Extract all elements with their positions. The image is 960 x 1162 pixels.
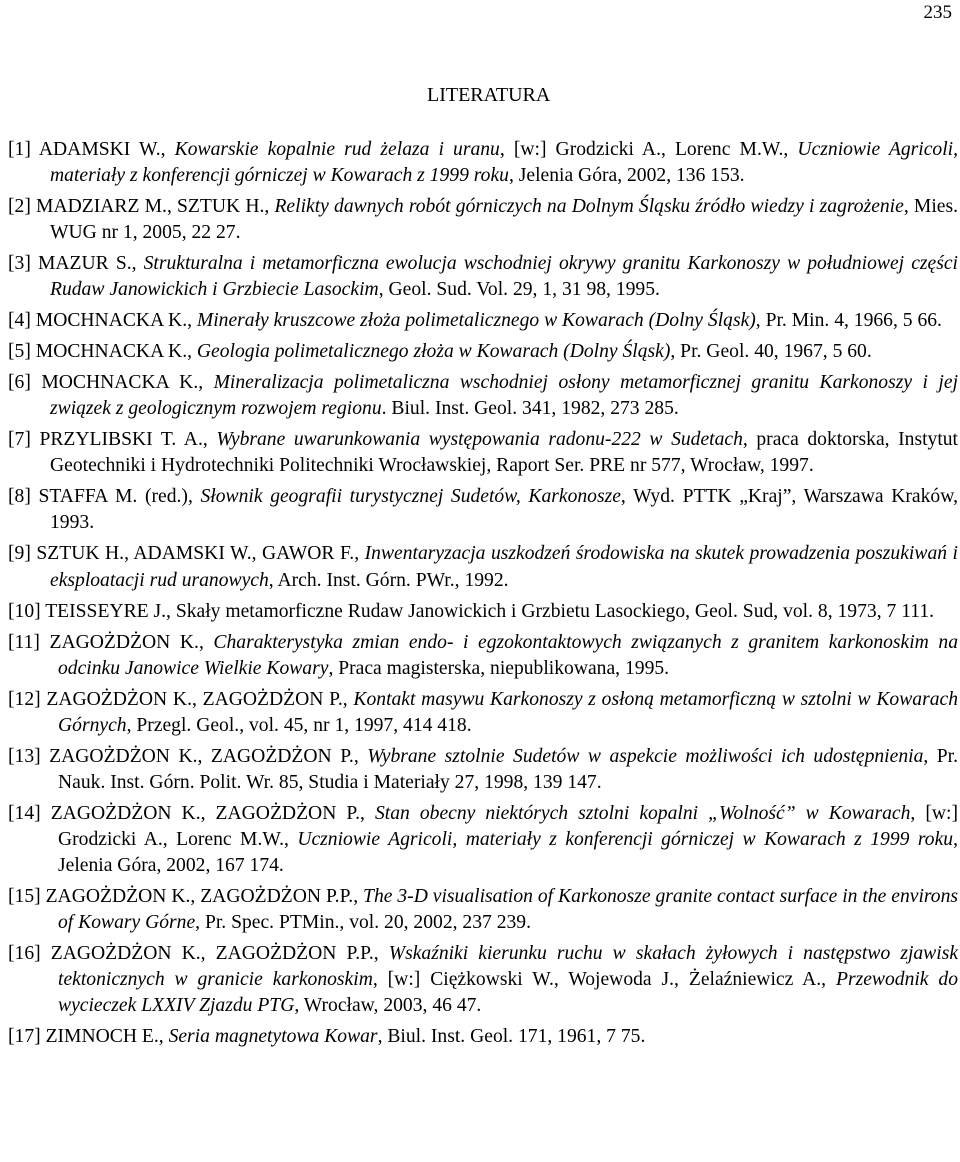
- reference-authors: SZTUK H., ADAMSKI W., GAWOR F.: [36, 543, 355, 565]
- reference-authors: MOCHNACKA K.: [35, 341, 188, 363]
- reference-number: [5]: [8, 341, 31, 363]
- reference-item: [5] MOCHNACKA K., Geologia polimetalicznego złoża w Kowarach (Dolny Śląsk), Pr. Geol. 40, 1967, 5 60.: [8, 341, 872, 363]
- reference-details: Skały metamorficzne Rudaw Janowickich i Grzbietu Lasockiego, Geol. Sud, vol. 8, 1973, 7 111.: [175, 600, 935, 622]
- reference-title: Mineralizacja polimetaliczna wschodniej osłony metamorficznej granitu Karkonoszy i jej związek z geologicznym rozwojem regionu: [50, 372, 959, 420]
- reference-item: [2] MADZIARZ M., SZTUK H., Relikty dawnych robót górniczych na Dolnym Śląsku źródło wiedzy i zagrożenie, Mies. WUG nr 1, 2005, 22 27.: [8, 196, 958, 244]
- reference-title: Słownik geografii turystycznej Sudetów, Karkonosze: [200, 486, 621, 508]
- reference-title: Wybrane sztolnie Sudetów w aspekcie możliwości ich udostępnienia: [367, 745, 924, 767]
- reference-details: , Przegl. Geol., vol. 45, nr 1, 1997, 414 418.: [126, 714, 472, 736]
- reference-authors: ZAGOŻDŻON K., ZAGOŻDŻON P.: [50, 802, 361, 824]
- reference-item: [3] MAZUR S., Strukturalna i metamorficzna ewolucja wschodniej okrywy granitu Karkonoszy w południowej części Rudaw Janowickich i Grzbiecie Lasockim, Geol. Sud. Vol. 29, 1, 31 98, 1995.: [8, 253, 958, 301]
- reference-authors: ZAGOŻDŻON K., ZAGOŻDŻON P.P.: [45, 885, 354, 907]
- reference-item: [6] MOCHNACKA K., Mineralizacja polimetaliczna wschodniej osłony metamorficznej granitu Karkonoszy i jej związek z geologicznym rozwojem regionu. Biul. Inst. Geol. 341, 1982, 273 285.: [8, 372, 959, 420]
- reference-item: [15] ZAGOŻDŻON K., ZAGOŻDŻON P.P., The 3-D visualisation of Karkonosze granite contact surface in the environs of Kowary Górne, Pr. Spec. PTMin., vol. 20, 2002, 237 239.: [8, 885, 959, 933]
- reference-item: [11] ZAGOŻDŻON K., Charakterystyka zmian endo- i egzokontaktowych związanych z granitem karkonoskim na odcinku Janowice Wielkie Kowary, Praca magisterska, niepublikowana, 1995.: [8, 631, 958, 679]
- reference-source-title: Uczniowie Agricoli, materiały z konferencji górniczej w Kowarach z 1999 roku: [297, 828, 954, 850]
- reference-details: . Biul. Inst. Geol. 341, 1982, 273 285.: [381, 398, 679, 420]
- reference-details: , Wrocław, 2003, 46 47.: [294, 995, 482, 1017]
- reference-title: Seria magnetytowa Kowar: [168, 1026, 378, 1048]
- reference-authors: ZAGOŻDŻON K.: [49, 631, 199, 653]
- reference-title: Strukturalna i metamorficzna ewolucja wschodniej okrywy granitu Karkonoszy w południowej części Rudaw Janowickich i Grzbiecie Lasockim: [50, 253, 958, 301]
- reference-authors: ZIMNOCH E.: [45, 1026, 159, 1048]
- reference-item: [10] TEISSEYRE J., Skały metamorficzne Rudaw Janowickich i Grzbietu Lasockiego, Geol. Sud, vol. 8, 1973, 7 111.: [8, 600, 935, 622]
- reference-details: , Geol. Sud. Vol. 29, 1, 31 98, 1995.: [378, 279, 660, 301]
- reference-item: [16] ZAGOŻDŻON K., ZAGOŻDŻON P.P., Wskaźniki kierunku ruchu w skałach żyłowych i następstwo zjawisk tektonicznych w granicie karkonoskim, [w:] Ciężkowski W., Wojewoda J., Żelaźniewicz A., Przewodnik do wycieczek LXXIV Zjazdu PTG, Wrocław, 2003, 46 47.: [8, 942, 959, 1017]
- reference-title: Geologia polimetalicznego złoża w Kowarach (Dolny Śląsk): [196, 341, 671, 363]
- reference-item: [1] ADAMSKI W., Kowarskie kopalnie rud żelaza i uranu, [w:] Grodzicki A., Lorenc M.W., Uczniowie Agricoli, materiały z konferencji górniczej w Kowarach z 1999 roku, Jelenia Góra, 2002, 136 153.: [8, 139, 958, 187]
- reference-authors: ZAGOŻDŻON K., ZAGOŻDŻON P.: [46, 688, 343, 710]
- reference-item: [13] ZAGOŻDŻON K., ZAGOŻDŻON P., Wybrane sztolnie Sudetów w aspekcie możliwości ich udostępnienia, Pr. Nauk. Inst. Górn. Polit. Wr. 85, Studia i Materiały 27, 1998, 139 147.: [8, 745, 959, 793]
- reference-source-title: Uczniowie Agricoli, materiały z konferencji górniczej w Kowarach z 1999 roku: [50, 139, 958, 187]
- reference-number: [3]: [8, 253, 31, 275]
- reference-number: [15]: [8, 885, 41, 907]
- page-number: 235: [923, 2, 952, 23]
- reference-item: [14] ZAGOŻDŻON K., ZAGOŻDŻON P., Stan obecny niektórych sztolni kopalni „Wolność” w Kowarach, [w:] Grodzicki A., Lorenc M.W., Uczniowie Agricoli, materiały z konferencji górniczej w Kowarach z 1999 roku, Jelenia Góra, 2002, 167 174.: [8, 802, 958, 876]
- reference-number: [2]: [8, 196, 31, 218]
- section-title: LITERATURA: [427, 84, 551, 106]
- reference-number: [16]: [8, 942, 41, 964]
- reference-item: [9] SZTUK H., ADAMSKI W., GAWOR F., Inwentaryzacja uszkodzeń środowiska na skutek prowadzenia poszukiwań i eksploatacji rud uranowych, Arch. Inst. Górn. PWr., 1992.: [8, 543, 958, 591]
- reference-title: The 3-D visualisation of Karkonosze granite contact surface in the environs of Kowary Górne: [58, 885, 959, 933]
- reference-details: , Arch. Inst. Górn. PWr., 1992.: [268, 569, 509, 591]
- reference-authors: TEISSEYRE J.: [45, 600, 167, 622]
- reference-number: [10]: [8, 600, 41, 622]
- reference-details: , Jelenia Góra, 2002, 136 153.: [508, 165, 745, 187]
- reference-details: , Pr. Min. 4, 1966, 5 66.: [755, 310, 942, 332]
- reference-details: , Pr. Nauk. Inst. Górn. Polit. Wr. 85, Studia i Materiały 27, 1998, 139 147.: [58, 745, 959, 793]
- reference-list: [8, 137, 958, 1055]
- reference-details: , Biul. Inst. Geol. 171, 1961, 7 75.: [377, 1026, 646, 1048]
- reference-authors: PRZYLIBSKI T. A.: [39, 429, 203, 451]
- reference-title: Wybrane uwarunkowania występowania radonu-222 w Sudetach: [216, 429, 743, 451]
- reference-number: [11]: [8, 631, 40, 653]
- reference-number: [9]: [8, 543, 31, 565]
- reference-details: , Pr. Spec. PTMin., vol. 20, 2002, 237 239.: [195, 912, 531, 933]
- reference-number: [12]: [8, 688, 41, 710]
- reference-details: , praca doktorska, Instytut Geotechniki i Hydrotechniki Politechniki Wrocławskiej, Raport Ser. PRE nr 577, Wrocław, 1997.: [50, 429, 958, 477]
- reference-title: Inwentaryzacja uszkodzeń środowiska na skutek prowadzenia poszukiwań i eksploatacji rud uranowych: [50, 543, 958, 591]
- reference-item: [4] MOCHNACKA K., Minerały kruszcowe złoża polimetalicznego w Kowarach (Dolny Śląsk), Pr. Min. 4, 1966, 5 66.: [8, 310, 942, 332]
- reference-details: , Pr. Geol. 40, 1967, 5 60.: [670, 341, 872, 363]
- reference-title: Wskaźniki kierunku ruchu w skałach żyłowych i następstwo zjawisk tektonicznych w granicie karkonoskim: [58, 942, 959, 991]
- reference-details: , Praca magisterska, niepublikowana, 1995.: [328, 657, 670, 679]
- reference-details: , Jelenia Góra, 2002, 167 174.: [58, 828, 958, 876]
- reference-number: [13]: [8, 745, 41, 767]
- reference-title: Minerały kruszcowe złoża polimetalicznego w Kowarach (Dolny Śląsk): [196, 310, 756, 332]
- reference-source-title: Przewodnik do wycieczek LXXIV Zjazdu PTG: [58, 969, 959, 1017]
- reference-authors: MADZIARZ M., SZTUK H.: [36, 196, 265, 218]
- reference-number: [4]: [8, 310, 31, 332]
- reference-item: [7] PRZYLIBSKI T. A., Wybrane uwarunkowania występowania radonu-222 w Sudetach, praca doktorska, Instytut Geotechniki i Hydrotechniki Politechniki Wrocławskiej, Raport Ser. PRE nr 577, Wrocław, 1997.: [8, 429, 958, 477]
- reference-authors: MOCHNACKA K.: [41, 372, 199, 394]
- reference-authors: ADAMSKI W.: [38, 139, 161, 160]
- reference-number: [14]: [8, 802, 41, 824]
- reference-authors: ZAGOŻDŻON K., ZAGOŻDŻON P.: [49, 745, 354, 767]
- reference-details: , Wyd. PTTK „Kraj”, Warszawa Kraków, 1993.: [50, 486, 958, 534]
- reference-title: Relikty dawnych robót górniczych na Dolnym Śląsku źródło wiedzy i zagrożenie: [274, 196, 904, 218]
- reference-number: [7]: [8, 429, 31, 451]
- reference-number: [1]: [8, 139, 31, 160]
- reference-details: , Mies. WUG nr 1, 2005, 22 27.: [50, 196, 958, 244]
- reference-title: Charakterystyka zmian endo- i egzokontaktowych związanych z granitem karkonoskim na odcinku Janowice Wielkie Kowary: [58, 631, 958, 679]
- reference-number: [6]: [8, 372, 31, 394]
- reference-authors: MAZUR S.: [37, 253, 132, 275]
- reference-item: [17] ZIMNOCH E., Seria magnetytowa Kowar, Biul. Inst. Geol. 171, 1961, 7 75.: [8, 1026, 646, 1048]
- reference-title: Kontakt masywu Karkonoszy z osłoną metamorficzną w sztolni w Kowarach Górnych: [58, 688, 958, 736]
- reference-authors: STAFFA M. (red.): [38, 486, 188, 508]
- reference-item: [8] STAFFA M. (red.), Słownik geografii turystycznej Sudetów, Karkonosze, Wyd. PTTK „Kraj”, Warszawa Kraków, 1993.: [8, 486, 958, 534]
- reference-number: [17]: [8, 1026, 41, 1048]
- reference-number: [8]: [8, 486, 31, 508]
- reference-title: Stan obecny niektórych sztolni kopalni „Wolność” w Kowarach: [374, 802, 911, 824]
- reference-authors: MOCHNACKA K.: [35, 310, 188, 332]
- reference-title: Kowarskie kopalnie rud żelaza i uranu: [174, 139, 500, 160]
- reference-authors: ZAGOŻDŻON K., ZAGOŻDŻON P.P.: [50, 942, 374, 964]
- reference-item: [12] ZAGOŻDŻON K., ZAGOŻDŻON P., Kontakt masywu Karkonoszy z osłoną metamorficzną w sztolni w Kowarach Górnych, Przegl. Geol., vol. 45, nr 1, 1997, 414 418.: [8, 688, 958, 736]
